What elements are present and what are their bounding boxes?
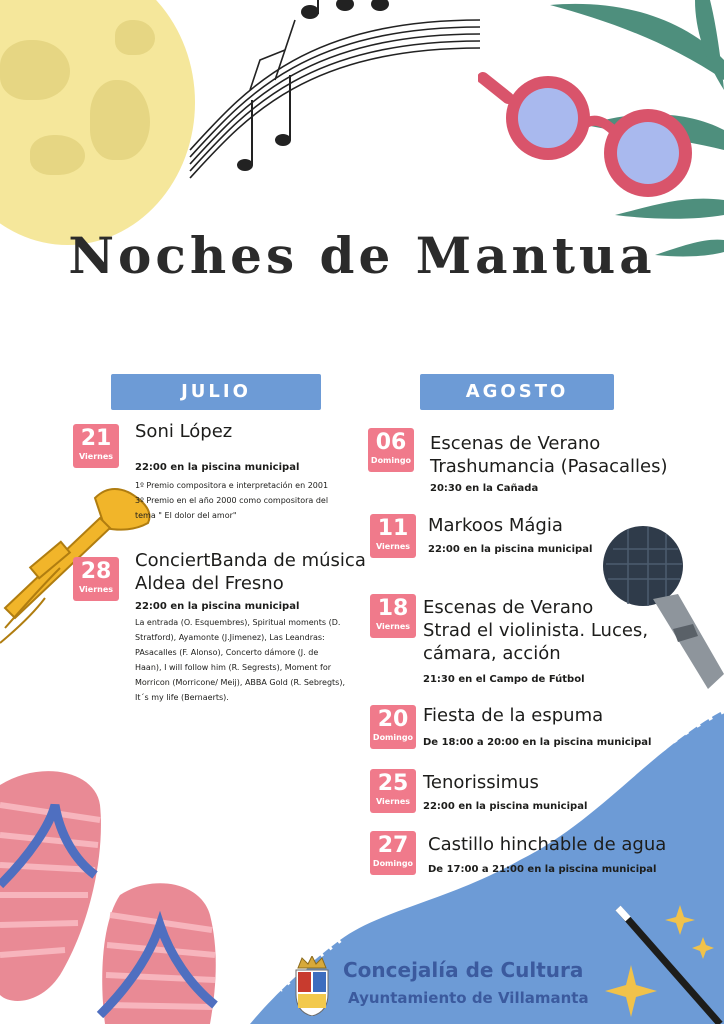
event-time: 21:30 en el Campo de Fútbol [423,674,585,685]
event-time: De 17:00 a 21:00 en la piscina municipal [428,864,657,875]
date-weekday: Domingo [370,456,412,465]
poster-title: Noches de Mantua [68,226,656,285]
event-time: 22:00 en la piscina municipal [135,462,300,473]
event-title: Escenas de Verano Strad el violinista. Luces, cámara, acción [423,597,649,664]
date-number: 11 [377,516,409,541]
event-title: Markoos Mágia [428,515,563,536]
event-title: Tenorissimus [423,772,539,793]
month-header-agosto: AGOSTO [420,374,614,410]
sparkle-icon [605,965,657,1021]
event-title: Fiesta de la espuma [423,705,604,726]
date-number: 27 [377,833,409,858]
event-description: 1º Premio compositora e interpretación en 2001 3º Premio en el año 2000 como compositora del tema " El dolor del amor" [135,481,329,520]
date-weekday: Domingo [372,733,414,742]
event-title: Escenas de Verano Trashumancia (Pasacalles) [430,433,668,477]
date-number: 06 [375,430,407,455]
event-time: De 18:00 a 20:00 en la piscina municipal [423,737,652,748]
event-time: 20:30 en la Cañada [430,483,539,494]
date-badge [73,424,119,468]
event-title: Soni López [135,421,233,442]
sunglasses-icon [478,68,698,198]
date-number: 21 [80,426,112,451]
event-title: ConciertBanda de música Aldea del Fresno [135,550,366,594]
music-notes-icon [185,0,485,195]
date-number: 25 [377,771,409,796]
date-weekday: Viernes [78,452,114,461]
flip-flops-icon [0,765,230,1024]
footer-town-hall: Ayuntamiento de Villamanta [348,989,589,1007]
event-title: Castillo hinchable de agua [428,834,667,855]
date-weekday: Viernes [78,585,114,594]
event-time: 22:00 en la piscina municipal [135,601,300,612]
date-badge [368,428,414,472]
coat-of-arms-icon [292,956,332,1016]
moon-icon [0,0,195,245]
event-time: 22:00 en la piscina municipal [423,801,588,812]
date-badge [370,705,416,749]
sparkle-icon [665,905,715,969]
date-badge [370,769,416,813]
event-description: La entrada (O. Esquembres), Spiritual moments (D. Stratford), Ayamonte (J.Jimenez), Las Leandras: PAsacalles (F. Alonso), Concerto dámore (J. de Haan), I will follow him (R. Segrests), Moment for Morricon (Morricone/ Meij), ABBA Gold (R. Sebregts), It´s my life (Bernaerts). [135,618,345,702]
event-time: 22:00 en la piscina municipal [428,544,593,555]
date-number: 28 [80,559,112,584]
date-badge [370,594,416,638]
date-number: 18 [377,596,409,621]
date-weekday: Viernes [375,797,411,806]
date-weekday: Domingo [372,859,414,868]
date-weekday: Viernes [375,542,411,551]
date-badge [370,514,416,558]
date-badge [73,557,119,601]
date-badge [370,831,416,875]
footer-organization: Concejalía de Cultura [343,958,584,982]
month-header-julio: JULIO [111,374,321,410]
date-weekday: Viernes [375,622,411,631]
date-number: 20 [377,707,409,732]
